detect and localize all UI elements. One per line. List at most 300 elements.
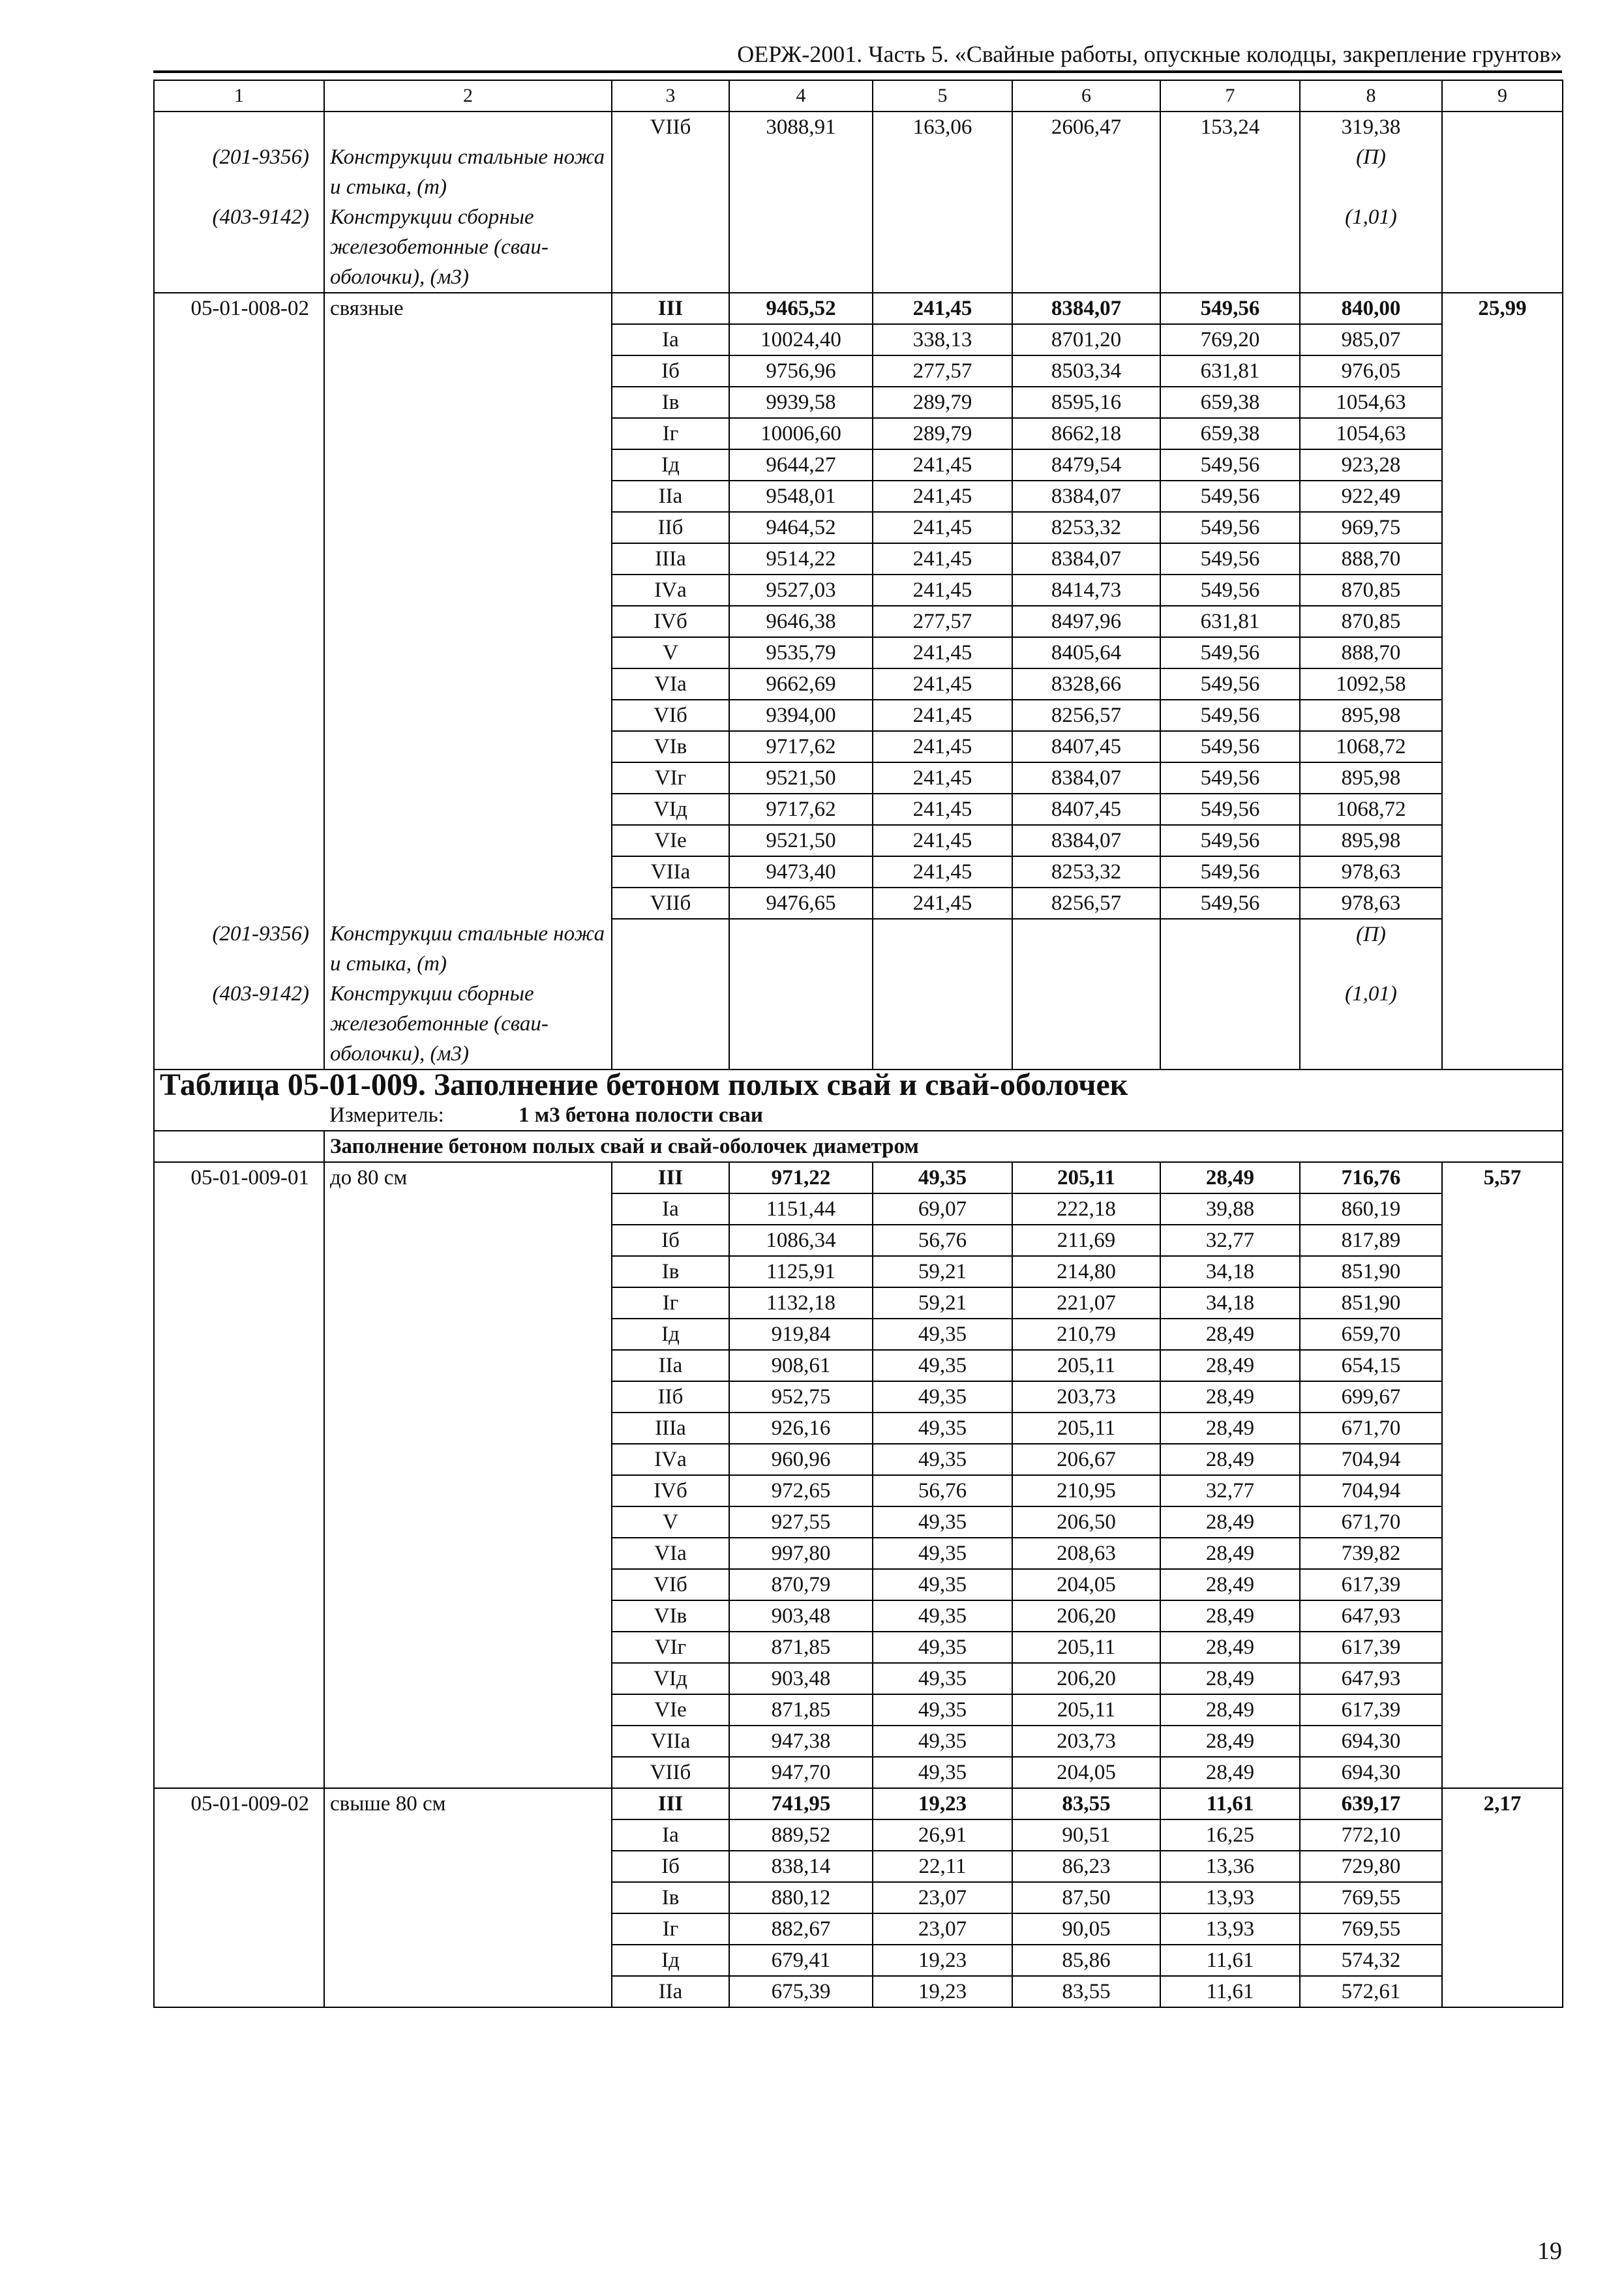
column-number: 1: [154, 80, 324, 112]
machines-cost: 221,07: [1012, 1287, 1160, 1319]
work-name: [324, 1506, 612, 1538]
total-cost: 9476,65: [729, 888, 873, 919]
total-cost: 741,95: [729, 1788, 873, 1819]
machines-cost: 205,11: [1012, 1632, 1160, 1663]
wages: 241,45: [873, 762, 1012, 794]
zone-code: Iа: [612, 1819, 729, 1851]
rate-code: [154, 888, 324, 919]
total-cost: 1151,44: [729, 1193, 873, 1225]
table-row: [154, 762, 1563, 794]
materials-cost: 769,55: [1300, 1882, 1442, 1913]
table-row: [154, 449, 1563, 481]
rate-code: [154, 1256, 324, 1287]
rate-code: [154, 700, 324, 731]
machines-cost: 204,05: [1012, 1569, 1160, 1600]
machines-cost: 90,51: [1012, 1819, 1160, 1851]
zone-code: Iг: [612, 1913, 729, 1945]
work-name: [324, 1193, 612, 1225]
table-row: [154, 794, 1563, 825]
wages: 49,35: [873, 1726, 1012, 1757]
machines-cost: 8414,73: [1012, 575, 1160, 606]
total-cost: 1125,91: [729, 1256, 873, 1287]
machines-cost: 87,50: [1012, 1882, 1160, 1913]
materials-cost: 1068,72: [1300, 731, 1442, 762]
empty-cell: [612, 142, 729, 202]
column-number: 7: [1160, 80, 1300, 112]
materials-cost: 694,30: [1300, 1726, 1442, 1757]
wages: 19,23: [873, 1976, 1012, 2007]
empty-cell: [729, 202, 873, 293]
machinist-wages: 28,49: [1160, 1350, 1300, 1381]
materials-cost: 647,93: [1300, 1600, 1442, 1632]
material-row: [154, 979, 1563, 1070]
zone-code: III: [612, 293, 729, 324]
table-row: [154, 888, 1563, 919]
machines-cost: 205,11: [1012, 1350, 1160, 1381]
total-cost: 1132,18: [729, 1287, 873, 1319]
machinist-wages: 28,49: [1160, 1413, 1300, 1444]
table-row: [154, 1851, 1563, 1882]
materials-cost: 860,19: [1300, 1193, 1442, 1225]
materials-cost: 654,15: [1300, 1350, 1442, 1381]
materials-cost: 574,32: [1300, 1945, 1442, 1976]
rate-code: [154, 324, 324, 355]
materials-cost: 739,82: [1300, 1538, 1442, 1569]
table-row: [154, 1976, 1563, 2007]
zone-code: Iб: [612, 1225, 729, 1256]
rate-code: [154, 575, 324, 606]
materials-cost: 969,75: [1300, 512, 1442, 543]
machinist-wages: 549,56: [1160, 575, 1300, 606]
total-cost: 9756,96: [729, 355, 873, 387]
labor-hours: [1442, 1663, 1563, 1694]
column-number-row: [154, 80, 1563, 112]
total-cost: 926,16: [729, 1413, 873, 1444]
zone-code: IVб: [612, 1475, 729, 1506]
zone-code: Iв: [612, 1256, 729, 1287]
table-row: [154, 668, 1563, 700]
table-row: [154, 575, 1563, 606]
wages: 49,35: [873, 1694, 1012, 1726]
wages: 163,06: [873, 112, 1012, 142]
wages: 241,45: [873, 543, 1012, 575]
zone-code: Iг: [612, 418, 729, 449]
work-name: [324, 1726, 612, 1757]
wages: 49,35: [873, 1600, 1012, 1632]
zone-code: IIа: [612, 1976, 729, 2007]
empty-cell: [1160, 979, 1300, 1070]
machinist-wages: 28,49: [1160, 1538, 1300, 1569]
total-cost: 927,55: [729, 1506, 873, 1538]
total-cost: 9717,62: [729, 794, 873, 825]
empty-cell: [154, 1131, 324, 1162]
rate-code: [154, 449, 324, 481]
total-cost: 871,85: [729, 1694, 873, 1726]
materials-cost: 704,94: [1300, 1444, 1442, 1475]
empty-cell: [612, 979, 729, 1070]
work-name: [324, 606, 612, 637]
rate-code: [154, 1287, 324, 1319]
zone-code: IIб: [612, 1381, 729, 1413]
total-cost: 908,61: [729, 1350, 873, 1381]
materials-cost: 694,30: [1300, 1757, 1442, 1788]
machinist-wages: 34,18: [1160, 1287, 1300, 1319]
work-name: [324, 1819, 612, 1851]
machinist-wages: 153,24: [1160, 112, 1300, 142]
work-name: [324, 324, 612, 355]
total-cost: 9473,40: [729, 856, 873, 888]
work-name: [324, 355, 612, 387]
total-cost: 10006,60: [729, 418, 873, 449]
materials-cost: 922,49: [1300, 481, 1442, 512]
machinist-wages: 769,20: [1160, 324, 1300, 355]
machinist-wages: 28,49: [1160, 1162, 1300, 1193]
column-number: 8: [1300, 80, 1442, 112]
labor-hours: [1442, 1256, 1563, 1287]
wages: 56,76: [873, 1475, 1012, 1506]
work-name: [324, 1945, 612, 1976]
rate-code: [154, 1882, 324, 1913]
wages: 241,45: [873, 731, 1012, 762]
machinist-wages: 28,49: [1160, 1319, 1300, 1350]
materials-cost: 671,70: [1300, 1413, 1442, 1444]
rate-code: [154, 825, 324, 856]
page-number: 19: [1537, 2237, 1562, 2265]
table-row: [154, 1913, 1563, 1945]
wages: 277,57: [873, 355, 1012, 387]
labor-hours: [1442, 543, 1563, 575]
machines-cost: 8384,07: [1012, 293, 1160, 324]
labor-hours: [1442, 1538, 1563, 1569]
rate-code: [154, 1976, 324, 2007]
zone-code: VIд: [612, 1663, 729, 1694]
zone-code: IVа: [612, 1444, 729, 1475]
wages: 241,45: [873, 825, 1012, 856]
machines-cost: 8407,45: [1012, 794, 1160, 825]
total-cost: 947,70: [729, 1757, 873, 1788]
materials-cost: 895,98: [1300, 762, 1442, 794]
work-name: [324, 825, 612, 856]
machinist-wages: 11,61: [1160, 1976, 1300, 2007]
labor-hours: [1442, 512, 1563, 543]
empty-cell: [873, 979, 1012, 1070]
measure-cell: [324, 1100, 1563, 1131]
rate-code: [154, 481, 324, 512]
total-cost: 10024,40: [729, 324, 873, 355]
measure-row: [154, 1100, 1563, 1131]
total-cost: 871,85: [729, 1632, 873, 1663]
labor-hours: 25,99: [1442, 293, 1563, 324]
materials-cost: 699,67: [1300, 1381, 1442, 1413]
total-cost: 9717,62: [729, 731, 873, 762]
machines-cost: 205,11: [1012, 1413, 1160, 1444]
total-cost: 9535,79: [729, 637, 873, 668]
empty-cell: [1160, 202, 1300, 293]
materials-cost: 1054,63: [1300, 387, 1442, 418]
wages: 49,35: [873, 1413, 1012, 1444]
rate-code: [154, 794, 324, 825]
machines-cost: 8701,20: [1012, 324, 1160, 355]
zone-code: VIг: [612, 1632, 729, 1663]
labor-hours: [1442, 1757, 1563, 1788]
rate-code: [154, 1819, 324, 1851]
machines-cost: 8595,16: [1012, 387, 1160, 418]
zone-code: VIе: [612, 825, 729, 856]
empty-cell: [1012, 919, 1160, 979]
zone-code: VIе: [612, 1694, 729, 1726]
materials-cost: 1068,72: [1300, 794, 1442, 825]
labor-hours: [1442, 1413, 1563, 1444]
total-cost: 880,12: [729, 1882, 873, 1913]
materials-cost: 639,17: [1300, 1788, 1442, 1819]
machines-cost: 210,95: [1012, 1475, 1160, 1506]
wages: 49,35: [873, 1162, 1012, 1193]
machinist-wages: 28,49: [1160, 1694, 1300, 1726]
rate-code: [154, 1225, 324, 1256]
zone-code: Iд: [612, 1319, 729, 1350]
machines-cost: 205,11: [1012, 1162, 1160, 1193]
machines-cost: 211,69: [1012, 1225, 1160, 1256]
machines-cost: 8384,07: [1012, 762, 1160, 794]
table-row: [154, 481, 1563, 512]
materials-cost: 895,98: [1300, 825, 1442, 856]
materials-cost: 888,70: [1300, 637, 1442, 668]
materials-cost: 716,76: [1300, 1162, 1442, 1193]
materials-cost: 923,28: [1300, 449, 1442, 481]
work-name: [324, 481, 612, 512]
table-row: [154, 825, 1563, 856]
zone-code: VIб: [612, 700, 729, 731]
work-name: [324, 112, 612, 142]
labor-hours: [1442, 1350, 1563, 1381]
zone-code: VIIб: [612, 1757, 729, 1788]
total-cost: 9464,52: [729, 512, 873, 543]
wages: 49,35: [873, 1319, 1012, 1350]
rate-code: [154, 387, 324, 418]
materials-cost: 870,85: [1300, 606, 1442, 637]
work-name: [324, 1757, 612, 1788]
column-number: 9: [1442, 80, 1563, 112]
machines-cost: 203,73: [1012, 1726, 1160, 1757]
rate-code: [154, 543, 324, 575]
work-name: [324, 637, 612, 668]
machines-cost: 205,11: [1012, 1694, 1160, 1726]
rate-code: [154, 1632, 324, 1663]
machines-cost: 83,55: [1012, 1788, 1160, 1819]
table-row: [154, 1162, 1563, 1193]
table-row: [154, 1225, 1563, 1256]
work-name: [324, 1600, 612, 1632]
materials-cost: 817,89: [1300, 1225, 1442, 1256]
rate-code: [154, 1726, 324, 1757]
machines-cost: 8405,64: [1012, 637, 1160, 668]
labor-hours: [1442, 1726, 1563, 1757]
machines-cost: 206,20: [1012, 1600, 1160, 1632]
machinist-wages: 28,49: [1160, 1506, 1300, 1538]
rate-code: 05-01-008-02: [154, 293, 324, 324]
material-quantity: (1,01): [1300, 202, 1442, 293]
machinist-wages: 13,93: [1160, 1913, 1300, 1945]
machines-cost: 206,67: [1012, 1444, 1160, 1475]
materials-cost: 976,05: [1300, 355, 1442, 387]
rate-code: [154, 1444, 324, 1475]
rate-code: [154, 1350, 324, 1381]
wages: 49,35: [873, 1381, 1012, 1413]
machines-cost: 2606,47: [1012, 112, 1160, 142]
labor-hours: [1442, 1225, 1563, 1256]
materials-cost: 978,63: [1300, 888, 1442, 919]
machinist-wages: 549,56: [1160, 825, 1300, 856]
rate-code: [154, 512, 324, 543]
empty-cell: [729, 919, 873, 979]
labor-hours: 5,57: [1442, 1162, 1563, 1193]
zone-code: IIа: [612, 481, 729, 512]
empty-cell: [1442, 979, 1563, 1070]
zone-code: VIIа: [612, 856, 729, 888]
machinist-wages: 659,38: [1160, 418, 1300, 449]
total-cost: 997,80: [729, 1538, 873, 1569]
wages: 241,45: [873, 293, 1012, 324]
rate-code: [154, 1600, 324, 1632]
wages: 241,45: [873, 794, 1012, 825]
labor-hours: [1442, 731, 1563, 762]
rate-code: [154, 668, 324, 700]
zone-code: Iд: [612, 1945, 729, 1976]
total-cost: 9644,27: [729, 449, 873, 481]
machines-cost: 8503,34: [1012, 355, 1160, 387]
labor-hours: [1442, 418, 1563, 449]
wages: 49,35: [873, 1632, 1012, 1663]
rate-code: [154, 418, 324, 449]
table-row: [154, 606, 1563, 637]
table-row: [154, 1788, 1563, 1819]
machines-cost: 210,79: [1012, 1319, 1160, 1350]
machines-cost: 214,80: [1012, 1256, 1160, 1287]
total-cost: 9662,69: [729, 668, 873, 700]
zone-code: VIIб: [612, 112, 729, 142]
total-cost: 903,48: [729, 1663, 873, 1694]
total-cost: 947,38: [729, 1726, 873, 1757]
materials-cost: 772,10: [1300, 1819, 1442, 1851]
column-number: 3: [612, 80, 729, 112]
rate-code: 05-01-009-02: [154, 1788, 324, 1819]
wages: 241,45: [873, 481, 1012, 512]
table-row: [154, 1193, 1563, 1225]
rate-code: [154, 355, 324, 387]
empty-cell: [1012, 979, 1160, 1070]
wages: 241,45: [873, 449, 1012, 481]
materials-cost: 840,00: [1300, 293, 1442, 324]
empty-cell: [154, 1100, 324, 1131]
materials-cost: 572,61: [1300, 1976, 1442, 2007]
empty-cell: [612, 919, 729, 979]
machines-cost: 8256,57: [1012, 888, 1160, 919]
table-row: [154, 1287, 1563, 1319]
labor-hours: [1442, 1600, 1563, 1632]
work-name: [324, 418, 612, 449]
wages: 69,07: [873, 1193, 1012, 1225]
machines-cost: 8384,07: [1012, 543, 1160, 575]
labor-hours: [1442, 700, 1563, 731]
table-title: Таблица 05-01-009. Заполнение бетоном полых свай и свай-оболочек: [154, 1070, 1563, 1100]
column-number: 2: [324, 80, 612, 112]
rate-code: [154, 1851, 324, 1882]
empty-cell: [612, 202, 729, 293]
wages: 241,45: [873, 512, 1012, 543]
wages: 241,45: [873, 637, 1012, 668]
work-name: [324, 1256, 612, 1287]
materials-cost: 319,38: [1300, 112, 1442, 142]
table-row: [154, 112, 1563, 142]
empty-cell: [873, 202, 1012, 293]
total-cost: 675,39: [729, 1976, 873, 2007]
machinist-wages: 549,56: [1160, 700, 1300, 731]
work-name: [324, 1350, 612, 1381]
total-cost: 9527,03: [729, 575, 873, 606]
machinist-wages: 32,77: [1160, 1225, 1300, 1256]
materials-cost: 1092,58: [1300, 668, 1442, 700]
labor-hours: [1442, 1381, 1563, 1413]
labor-hours: [1442, 637, 1563, 668]
machines-cost: 8407,45: [1012, 731, 1160, 762]
zone-code: Iб: [612, 1851, 729, 1882]
materials-cost: 617,39: [1300, 1632, 1442, 1663]
table-row: [154, 1694, 1563, 1726]
machinist-wages: 11,61: [1160, 1788, 1300, 1819]
table-row: [154, 324, 1563, 355]
zone-code: IVа: [612, 575, 729, 606]
wages: 56,76: [873, 1225, 1012, 1256]
table-row: [154, 1319, 1563, 1350]
table-row: [154, 1538, 1563, 1569]
total-cost: 9394,00: [729, 700, 873, 731]
labor-hours: [1442, 825, 1563, 856]
material-name: Конструкции сборные железобетонные (сваи-оболочки), (м3): [324, 979, 612, 1070]
materials-cost: 870,85: [1300, 575, 1442, 606]
machines-cost: 8328,66: [1012, 668, 1160, 700]
empty-cell: [1442, 919, 1563, 979]
labor-hours: [1442, 387, 1563, 418]
machinist-wages: 28,49: [1160, 1381, 1300, 1413]
labor-hours: 2,17: [1442, 1788, 1563, 1819]
table-row: [154, 543, 1563, 575]
labor-hours: [1442, 1444, 1563, 1475]
wages: 49,35: [873, 1757, 1012, 1788]
work-name: [324, 888, 612, 919]
wages: 26,91: [873, 1819, 1012, 1851]
work-name: [324, 1287, 612, 1319]
zone-code: III: [612, 1162, 729, 1193]
total-cost: 838,14: [729, 1851, 873, 1882]
zone-code: V: [612, 1506, 729, 1538]
total-cost: 882,67: [729, 1913, 873, 1945]
material-name: Конструкции стальные ножа и стыка, (т): [324, 142, 612, 202]
table-row: [154, 512, 1563, 543]
labor-hours: [1442, 1569, 1563, 1600]
labor-hours: [1442, 856, 1563, 888]
wages: 289,79: [873, 418, 1012, 449]
work-name: [324, 1475, 612, 1506]
materials-cost: 851,90: [1300, 1256, 1442, 1287]
labor-hours: [1442, 1882, 1563, 1913]
page-header: ОЕРЖ-2001. Часть 5. «Свайные работы, опускные колодцы, закрепление грунтов»: [737, 41, 1562, 67]
material-quantity: (П): [1300, 919, 1442, 979]
material-code: (201-9356): [154, 919, 324, 979]
work-name: связные: [324, 293, 612, 324]
machinist-wages: 549,56: [1160, 637, 1300, 668]
machinist-wages: 549,56: [1160, 512, 1300, 543]
column-number: 5: [873, 80, 1012, 112]
